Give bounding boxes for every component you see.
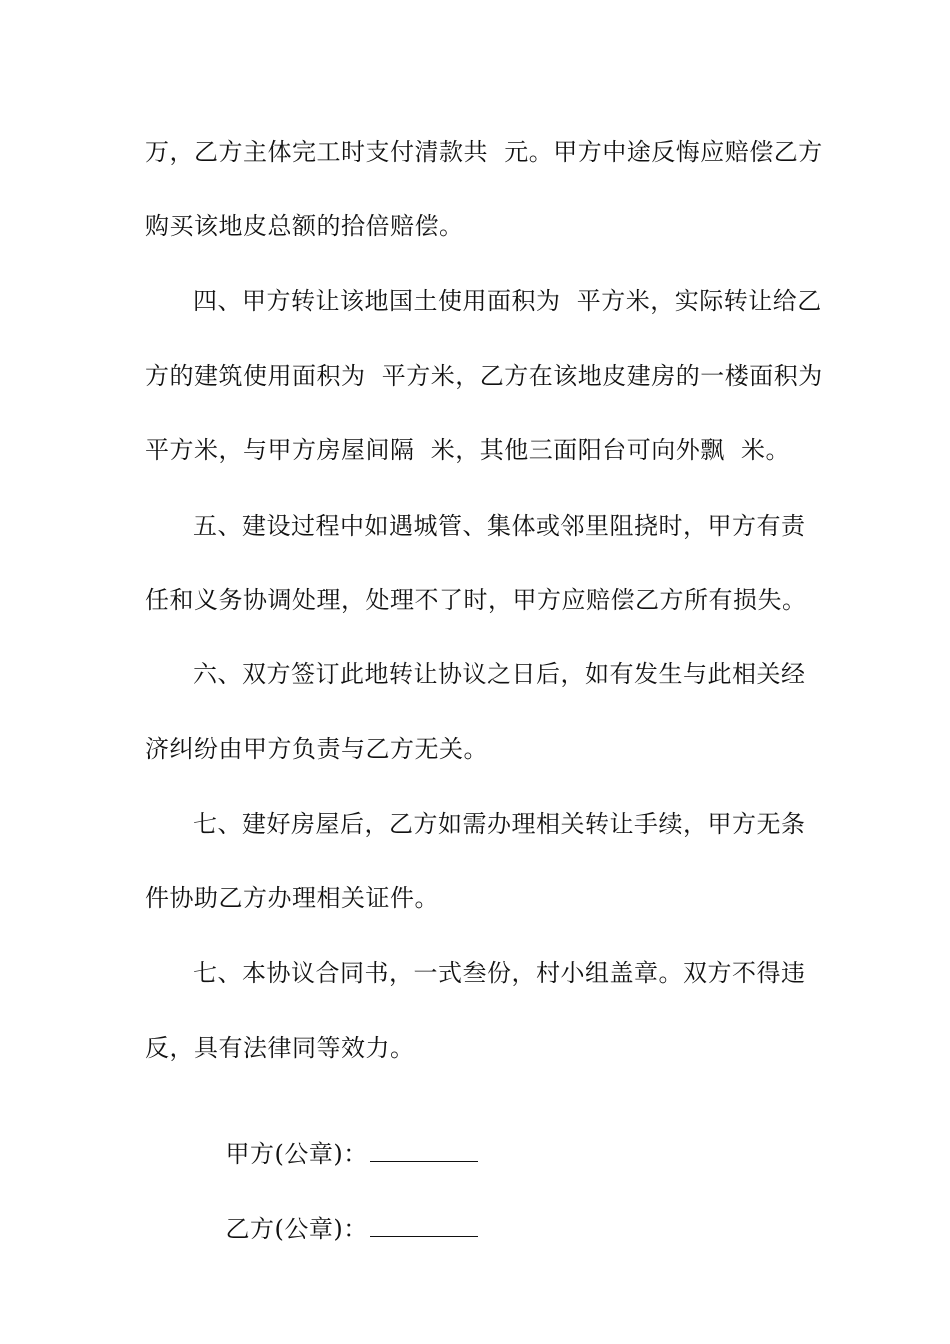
clause-six-line: 六、双方签订此地转让协议之日后，如有发生与此相关经 [193,660,806,688]
text-line: 方的建筑使用面积为 平方米，乙方在该地皮建房的一楼面积为 [145,362,823,390]
clause-four-line: 四、甲方转让该地国土使用面积为 平方米，实际转让给乙 [193,287,822,315]
text-line: 反，具有法律同等效力。 [145,1034,415,1062]
clause-seven-b-line: 七、本协议合同书，一式叁份，村小组盖章。双方不得违 [193,959,806,987]
party-b-label: 乙方(公章)： [225,1215,368,1243]
text-line: 万，乙方主体完工时支付清款共 元。甲方中途反悔应赔偿乙方 [145,138,823,166]
text-line: 平方米，与甲方房屋间隔 米，其他三面阳台可向外飘 米。 [145,436,791,464]
text-line: 任和义务协调处理，处理不了时，甲方应赔偿乙方所有损失。 [145,586,807,614]
text-line: 济纠纷由甲方负责与乙方无关。 [145,735,488,763]
party-b-signature [193,1181,478,1277]
clause-seven-line: 七、建好房屋后，乙方如需办理相关转让手续，甲方无条 [193,810,806,838]
party-b-signature-blank [370,1214,478,1237]
clause-five-line: 五、建设过程中如遇城管、集体或邻里阻挠时，甲方有责 [193,512,806,540]
text-line: 件协助乙方办理相关证件。 [145,884,439,912]
text-line: 购买该地皮总额的拾倍赔偿。 [145,212,464,240]
party-a-signature-blank [370,1139,478,1162]
party-a-label: 甲方(公章)： [225,1140,368,1168]
